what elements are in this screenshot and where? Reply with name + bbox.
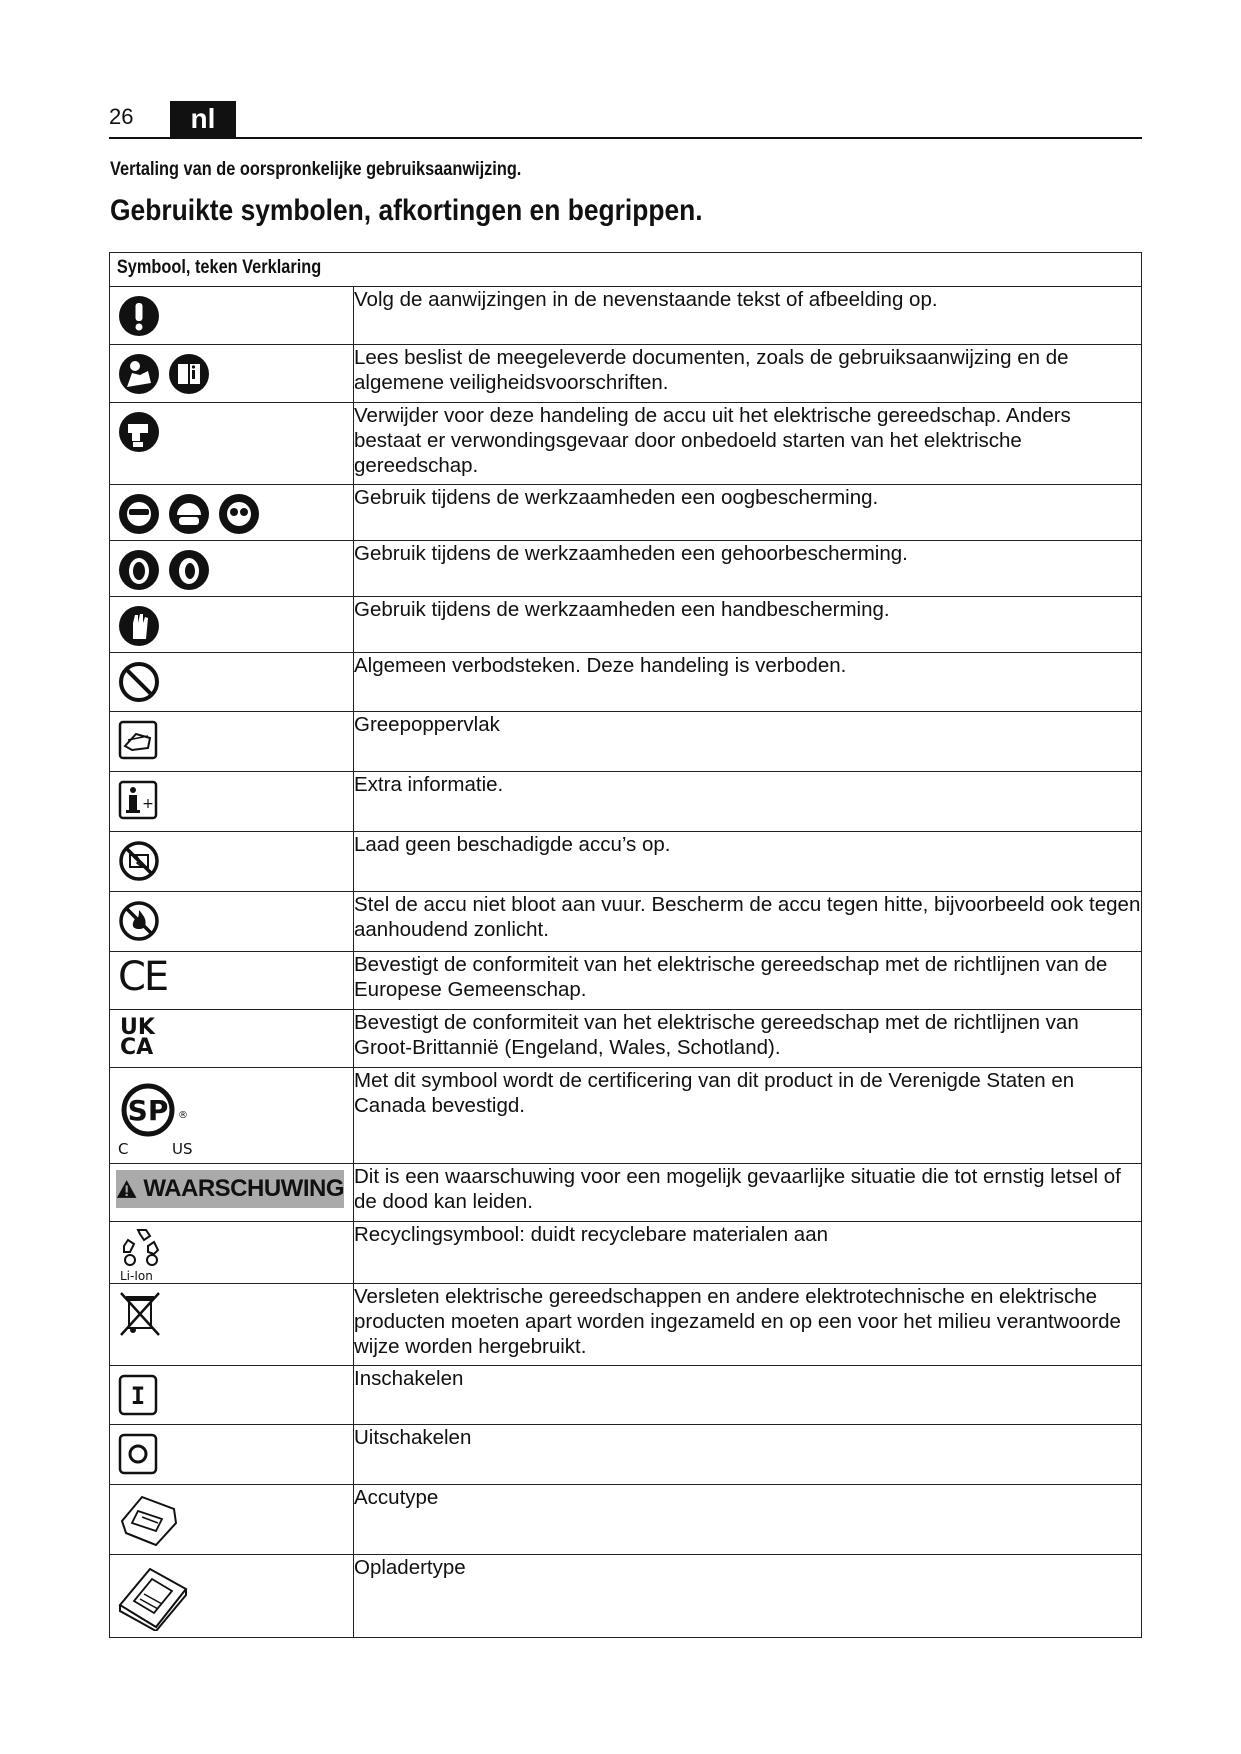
section-title: Gebruikte symbolen, afkortingen en begrippen. <box>110 194 703 227</box>
mandatory-exclamation-icon <box>118 295 160 337</box>
table-row <box>110 287 1142 345</box>
row-text: Greepoppervlak <box>354 712 1142 772</box>
row-text: Met dit symbool wordt de certificering van dit product in de Verenigde Staten en Canada bevestigd. <box>354 1068 1142 1164</box>
header-rule <box>109 137 1142 139</box>
row-text: Bevestigt de conformiteit van het elektrische gereedschap met de richtlijnen van de Europese Gemeenschap. <box>354 952 1142 1010</box>
table-row <box>110 597 1142 653</box>
table-row <box>110 1425 1142 1485</box>
no-charge-damaged-icon <box>118 840 160 882</box>
table-row <box>110 952 1142 1010</box>
table-row <box>110 1555 1142 1638</box>
switch-off-icon <box>118 1433 158 1475</box>
svg-text:®: ® <box>178 1110 188 1121</box>
switch-on-icon <box>118 1374 158 1416</box>
ear-muffs-icon <box>168 549 210 591</box>
remove-battery-icon <box>118 411 160 453</box>
row-text: Stel de accu niet bloot aan vuur. Bescherm de accu tegen hitte, bijvoorbeeld ook tegen aanhoudend zonlicht. <box>354 892 1142 952</box>
row-text: Bevestigt de conformiteit van het elektrische gereedschap met de richtlijnen van Groot-Brittannië (Engeland, Wales, Schotland). <box>354 1010 1142 1068</box>
table-row <box>110 1284 1142 1366</box>
svg-text:US: US <box>172 1140 193 1158</box>
symbols-table <box>109 252 1142 1638</box>
read-manual-icon <box>118 353 160 395</box>
table-row <box>110 712 1142 772</box>
table-row <box>110 403 1142 485</box>
ukca-mark-icon: UK CA <box>120 1015 155 1060</box>
language-badge: nl <box>170 101 236 137</box>
ce-mark-icon: CE <box>118 954 168 1000</box>
row-text: Laad geen beschadigde accu’s op. <box>354 832 1142 892</box>
row-text: Versleten elektrische gereedschappen en andere elektrotechnische en elektrische producten moeten apart worden ingezameld en op een voor het milieu verantwoorde wijze worden hergebruikt. <box>354 1284 1142 1366</box>
hand-protection-icon <box>118 605 160 647</box>
svg-text:C: C <box>118 1140 129 1158</box>
row-text: Dit is een waarschuwing voor een mogelijk gevaarlijke situatie die tot ernstig letsel of de dood kan leiden. <box>354 1164 1142 1222</box>
row-text: Recyclingsymbool: duidt recyclebare materialen aan <box>354 1222 1142 1284</box>
helmet-icon <box>168 493 210 535</box>
ear-protection-icon <box>118 549 160 591</box>
table-header: Symbool, teken Verklaring <box>110 253 1142 287</box>
battery-pack-icon <box>118 1491 180 1547</box>
row-text: Opladertype <box>354 1555 1142 1638</box>
svg-text:Li-Ion: Li-Ion <box>120 1269 153 1282</box>
table-row <box>110 485 1142 541</box>
info-plus-icon <box>118 780 158 820</box>
warning-badge: WAARSCHUWING <box>116 1170 344 1208</box>
table-row <box>110 892 1142 952</box>
weee-bin-icon <box>118 1290 162 1338</box>
row-text: Accutype <box>354 1485 1142 1555</box>
page-number: 26 <box>109 104 134 129</box>
table-header-row <box>110 253 1142 287</box>
table-row <box>110 832 1142 892</box>
svg-text:+: + <box>142 796 154 812</box>
table-row <box>110 541 1142 597</box>
row-text: Algemeen verbodsteken. Deze handeling is verboden. <box>354 653 1142 712</box>
row-text: Lees beslist de meegeleverde documenten, zoals de gebruiksaanwijzing en de algemene veiligheidsvoorschriften. <box>354 345 1142 403</box>
row-text: Gebruik tijdens de werkzaamheden een oogbescherming. <box>354 485 1142 541</box>
row-text: Uitschakelen <box>354 1425 1142 1485</box>
goggles-icon <box>218 493 260 535</box>
table-row <box>110 772 1142 832</box>
recycling-icon <box>118 1226 168 1282</box>
row-text: Extra informatie. <box>354 772 1142 832</box>
svg-text:SP: SP <box>127 1094 169 1127</box>
table-row <box>110 1068 1142 1164</box>
face-shield-icon <box>118 493 160 535</box>
table-row <box>110 1485 1142 1555</box>
table-row <box>110 1164 1142 1222</box>
table-row <box>110 1010 1142 1068</box>
grip-surface-icon <box>118 720 158 760</box>
table-row <box>110 1222 1142 1284</box>
warning-triangle-icon <box>116 1178 137 1200</box>
charger-icon <box>116 1561 190 1631</box>
row-text: Gebruik tijdens de werkzaamheden een gehoorbescherming. <box>354 541 1142 597</box>
manual-info-icon <box>168 353 210 395</box>
row-text: Gebruik tijdens de werkzaamheden een handbescherming. <box>354 597 1142 653</box>
table-row <box>110 345 1142 403</box>
svg-text:I: I <box>130 1382 146 1410</box>
table-row <box>110 653 1142 712</box>
no-fire-icon <box>118 900 160 942</box>
csa-mark-icon <box>116 1074 206 1160</box>
prohibition-icon <box>118 661 160 703</box>
row-text: Verwijder voor deze handeling de accu uit het elektrische gereedschap. Anders bestaat er verwondingsgevaar door onbedoeld starten van het elektrische gereedschap. <box>354 403 1142 485</box>
row-text: Inschakelen <box>354 1366 1142 1425</box>
table-row <box>110 1366 1142 1425</box>
row-text: Volg de aanwijzingen in de nevenstaande tekst of afbeelding op. <box>354 287 1142 345</box>
document-subtitle: Vertaling van de oorspronkelijke gebruiksaanwijzing. <box>110 159 522 180</box>
